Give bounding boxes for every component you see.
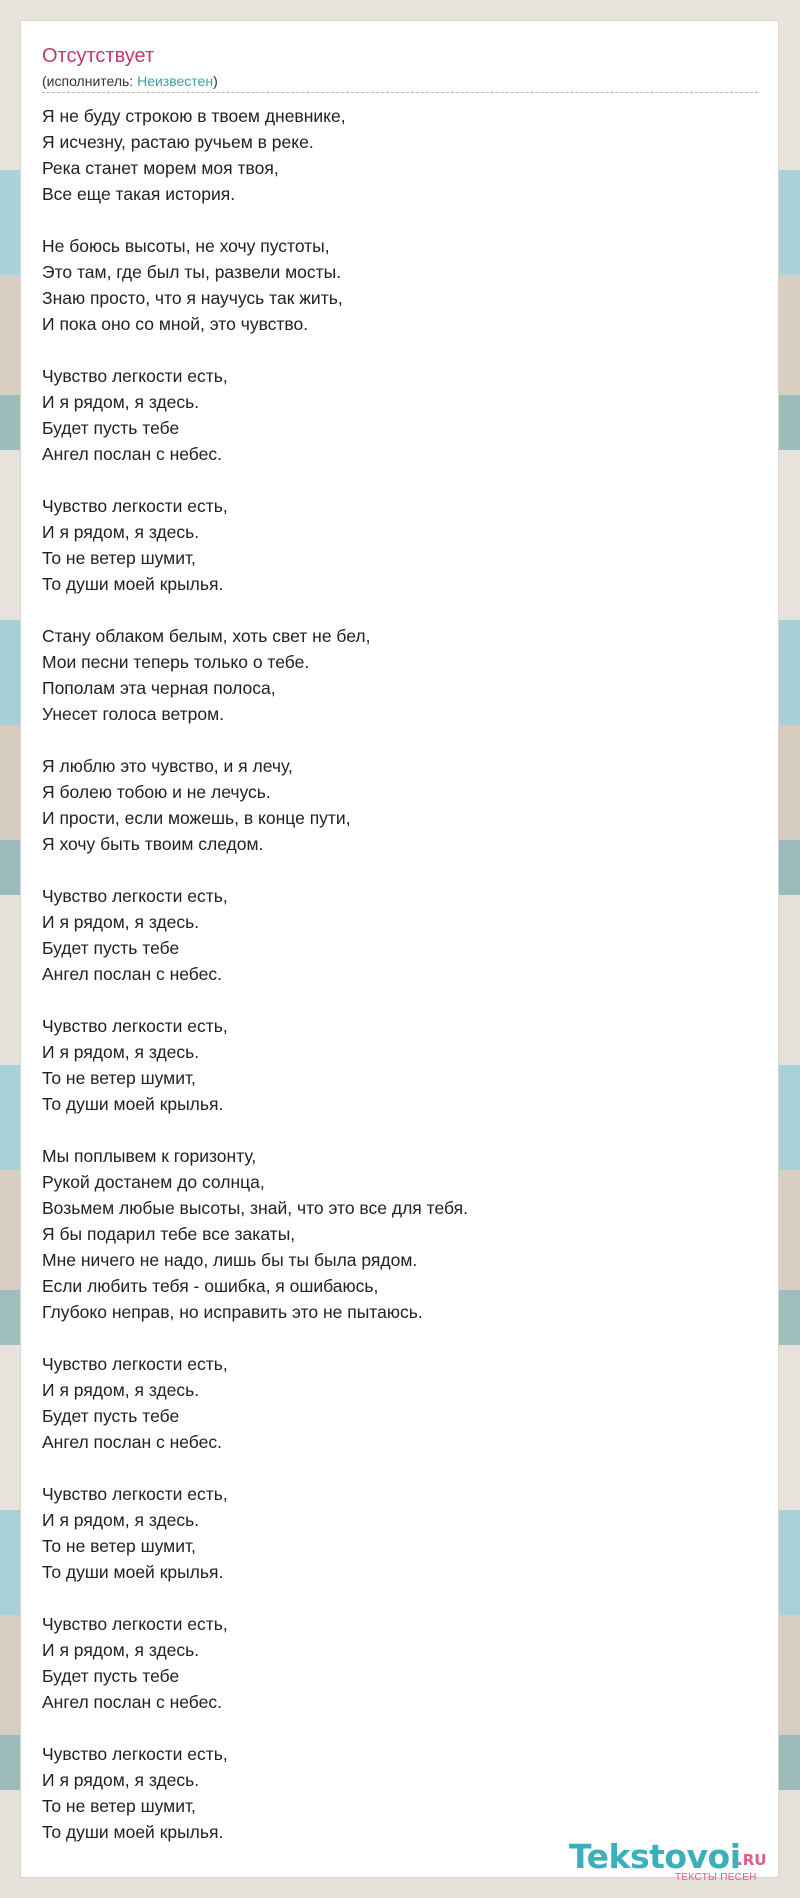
lyrics-line: Чувство легкости есть, xyxy=(42,1484,228,1504)
lyrics-card xyxy=(21,21,778,1883)
lyrics-line: И я рядом, я здесь. xyxy=(42,1510,200,1530)
lyrics-stanza xyxy=(42,883,758,987)
lyrics-line: Ангел послан с небес. xyxy=(42,444,222,464)
lyrics-line: Ангел послан с небес. xyxy=(42,1692,222,1712)
performer-prefix: (исполнитель: xyxy=(42,73,138,89)
lyrics-line: Не боюсь высоты, не хочу пустоты, xyxy=(42,236,330,256)
lyrics-line: Будет пусть тебе xyxy=(42,418,180,438)
lyrics-line: Ангел послан с небес. xyxy=(42,1432,222,1452)
lyrics-line: Чувство легкости есть, xyxy=(42,1744,228,1764)
lyrics-line: Чувство легкости есть, xyxy=(42,1016,228,1036)
lyrics-stanza xyxy=(42,493,758,597)
site-logo[interactable] xyxy=(569,1837,767,1883)
logo-tagline: ТЕКСТЫ ПЕСЕН xyxy=(675,1872,757,1883)
lyrics-line: Мы поплывем к горизонту, xyxy=(42,1146,257,1166)
lyrics-line: То души моей крылья. xyxy=(42,1094,224,1114)
lyrics-stanza xyxy=(42,1741,758,1845)
lyrics-line: Я не буду строкою в твоем дневнике, xyxy=(42,106,346,126)
lyrics-stanza xyxy=(42,1013,758,1117)
lyrics-line: Мне ничего не надо, лишь бы ты была рядом. xyxy=(42,1250,418,1270)
lyrics-line: То души моей крылья. xyxy=(42,574,224,594)
lyrics-line: Мои песни теперь только о тебе. xyxy=(42,652,310,672)
lyrics-line: Пополам эта черная полоса, xyxy=(42,678,276,698)
lyrics-stanza xyxy=(42,623,758,727)
lyrics-line: И я рядом, я здесь. xyxy=(42,912,200,932)
lyrics-line: Будет пусть тебе xyxy=(42,1406,180,1426)
lyrics-stanza xyxy=(42,233,758,337)
lyrics-stanza xyxy=(42,1481,758,1585)
artist-link[interactable]: Неизвестен xyxy=(137,73,214,89)
performer-suffix: ) xyxy=(213,73,218,89)
lyrics-line: И я рядом, я здесь. xyxy=(42,1042,200,1062)
lyrics-stanza xyxy=(42,103,758,207)
lyrics-line: Будет пусть тебе xyxy=(42,938,180,958)
song-title: Отсутствует xyxy=(42,45,155,67)
lyrics-line: Чувство легкости есть, xyxy=(42,496,228,516)
lyrics-stanza xyxy=(42,753,758,857)
lyrics-line: То не ветер шумит, xyxy=(42,548,196,568)
logo-tld: .RU xyxy=(737,1851,767,1869)
logo-wordmark: Tekstovoi xyxy=(569,1837,741,1876)
lyrics-line: Если любить тебя - ошибка, я ошибаюсь, xyxy=(42,1276,379,1296)
lyrics-line: То не ветер шумит, xyxy=(42,1536,196,1556)
lyrics-line: То души моей крылья. xyxy=(42,1822,224,1842)
lyrics-line: Я люблю это чувство, и я лечу, xyxy=(42,756,293,776)
lyrics-stanza xyxy=(42,363,758,467)
lyrics-line: И я рядом, я здесь. xyxy=(42,1640,200,1660)
lyrics-stanza xyxy=(42,1351,758,1455)
lyrics-line: То не ветер шумит, xyxy=(42,1796,196,1816)
lyrics-line: Ангел послан с небес. xyxy=(42,964,222,984)
lyrics-line: То не ветер шумит, xyxy=(42,1068,196,1088)
lyrics-line: Чувство легкости есть, xyxy=(42,1354,228,1374)
lyrics-line: И я рядом, я здесь. xyxy=(42,1380,200,1400)
lyrics-stanza xyxy=(42,1611,758,1715)
lyrics-line: Я исчезну, растаю ручьем в реке. xyxy=(42,132,314,152)
lyrics-line: Река станет морем моя твоя, xyxy=(42,158,279,178)
lyrics-line: Я бы подарил тебе все закаты, xyxy=(42,1224,296,1244)
lyrics-line: И я рядом, я здесь. xyxy=(42,392,200,412)
title-divider xyxy=(42,92,758,93)
lyrics-stanza xyxy=(42,1143,758,1325)
lyrics-line: Я хочу быть твоим следом. xyxy=(42,834,264,854)
lyrics-line: Чувство легкости есть, xyxy=(42,366,228,386)
lyrics-line: То души моей крылья. xyxy=(42,1562,224,1582)
performer-line xyxy=(42,72,218,90)
lyrics-line: Рукой достанем до солнца, xyxy=(42,1172,265,1192)
lyrics-line: Чувство легкости есть, xyxy=(42,886,228,906)
lyrics-line: И прости, если можешь, в конце пути, xyxy=(42,808,351,828)
lyrics-line: И я рядом, я здесь. xyxy=(42,522,200,542)
lyrics-line: Унесет голоса ветром. xyxy=(42,704,224,724)
lyrics-line: Глубоко неправ, но исправить это не пытаюсь. xyxy=(42,1302,423,1322)
lyrics-text xyxy=(42,103,758,1871)
lyrics-line: И пока оно со мной, это чувство. xyxy=(42,314,309,334)
lyrics-line: Это там, где был ты, развели мосты. xyxy=(42,262,342,282)
lyrics-line: Чувство легкости есть, xyxy=(42,1614,228,1634)
lyrics-line: Будет пусть тебе xyxy=(42,1666,180,1686)
lyrics-line: Все еще такая история. xyxy=(42,184,236,204)
lyrics-line: И я рядом, я здесь. xyxy=(42,1770,200,1790)
lyrics-line: Знаю просто, что я научусь так жить, xyxy=(42,288,343,308)
lyrics-line: Возьмем любые высоты, знай, что это все для тебя. xyxy=(42,1198,468,1218)
lyrics-line: Я болею тобою и не лечусь. xyxy=(42,782,271,802)
lyrics-line: Стану облаком белым, хоть свет не бел, xyxy=(42,626,371,646)
